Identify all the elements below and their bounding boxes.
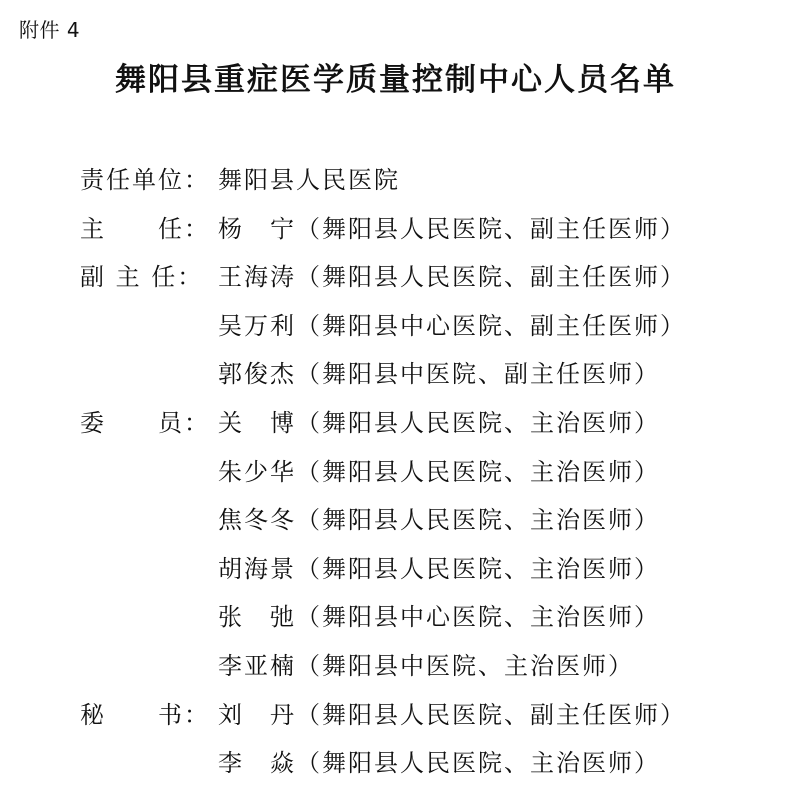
row-text: 吴万利（舞阳县中心医院、副主任医师） <box>218 311 686 340</box>
row-label: 秘 书： <box>80 700 210 729</box>
personnel-row-member <box>80 496 686 545</box>
personnel-row-responsible-unit <box>80 156 686 205</box>
row-label: 主 任： <box>80 214 210 243</box>
row-text: 舞阳县人民医院 <box>218 166 400 194</box>
row-text: 杨 宁（舞阳县人民医院、副主任医师） <box>218 214 686 243</box>
row-label: 委 员： <box>80 408 210 437</box>
personnel-row-member <box>80 642 686 691</box>
row-text: 关 博（舞阳县人民医院、主治医师） <box>218 408 660 437</box>
document-title: 舞阳县重症医学质量控制中心人员名单 <box>115 62 676 98</box>
personnel-row-member <box>80 593 686 642</box>
personnel-row-secretary <box>80 739 686 788</box>
personnel-row-deputy-director <box>80 302 686 351</box>
row-text: 李 焱（舞阳县人民医院、主治医师） <box>218 749 660 778</box>
personnel-row-secretary <box>80 691 686 740</box>
row-text: 张 弛（舞阳县中心医院、主治医师） <box>218 603 660 632</box>
row-label: 副 主 任： <box>80 263 204 292</box>
row-text: 刘 丹（舞阳县人民医院、副主任医师） <box>218 700 686 729</box>
attachment-label: 附件 4 <box>19 18 81 42</box>
row-label: 责任单位： <box>80 166 210 194</box>
row-text: 胡海景（舞阳县人民医院、主治医师） <box>218 554 660 583</box>
personnel-list <box>80 156 686 788</box>
personnel-row-member <box>80 448 686 497</box>
personnel-row-deputy-director <box>80 253 686 302</box>
personnel-row-deputy-director <box>80 350 686 399</box>
personnel-row-member <box>80 399 686 448</box>
row-text: 王海涛（舞阳县人民医院、副主任医师） <box>218 263 686 292</box>
row-text: 李亚楠（舞阳县中医院、主治医师） <box>218 651 634 680</box>
row-text: 朱少华（舞阳县人民医院、主治医师） <box>218 457 660 486</box>
row-text: 郭俊杰（舞阳县中医院、副主任医师） <box>218 360 660 389</box>
personnel-row-member <box>80 545 686 594</box>
personnel-row-director <box>80 205 686 254</box>
row-text: 焦冬冬（舞阳县人民医院、主治医师） <box>218 506 660 535</box>
